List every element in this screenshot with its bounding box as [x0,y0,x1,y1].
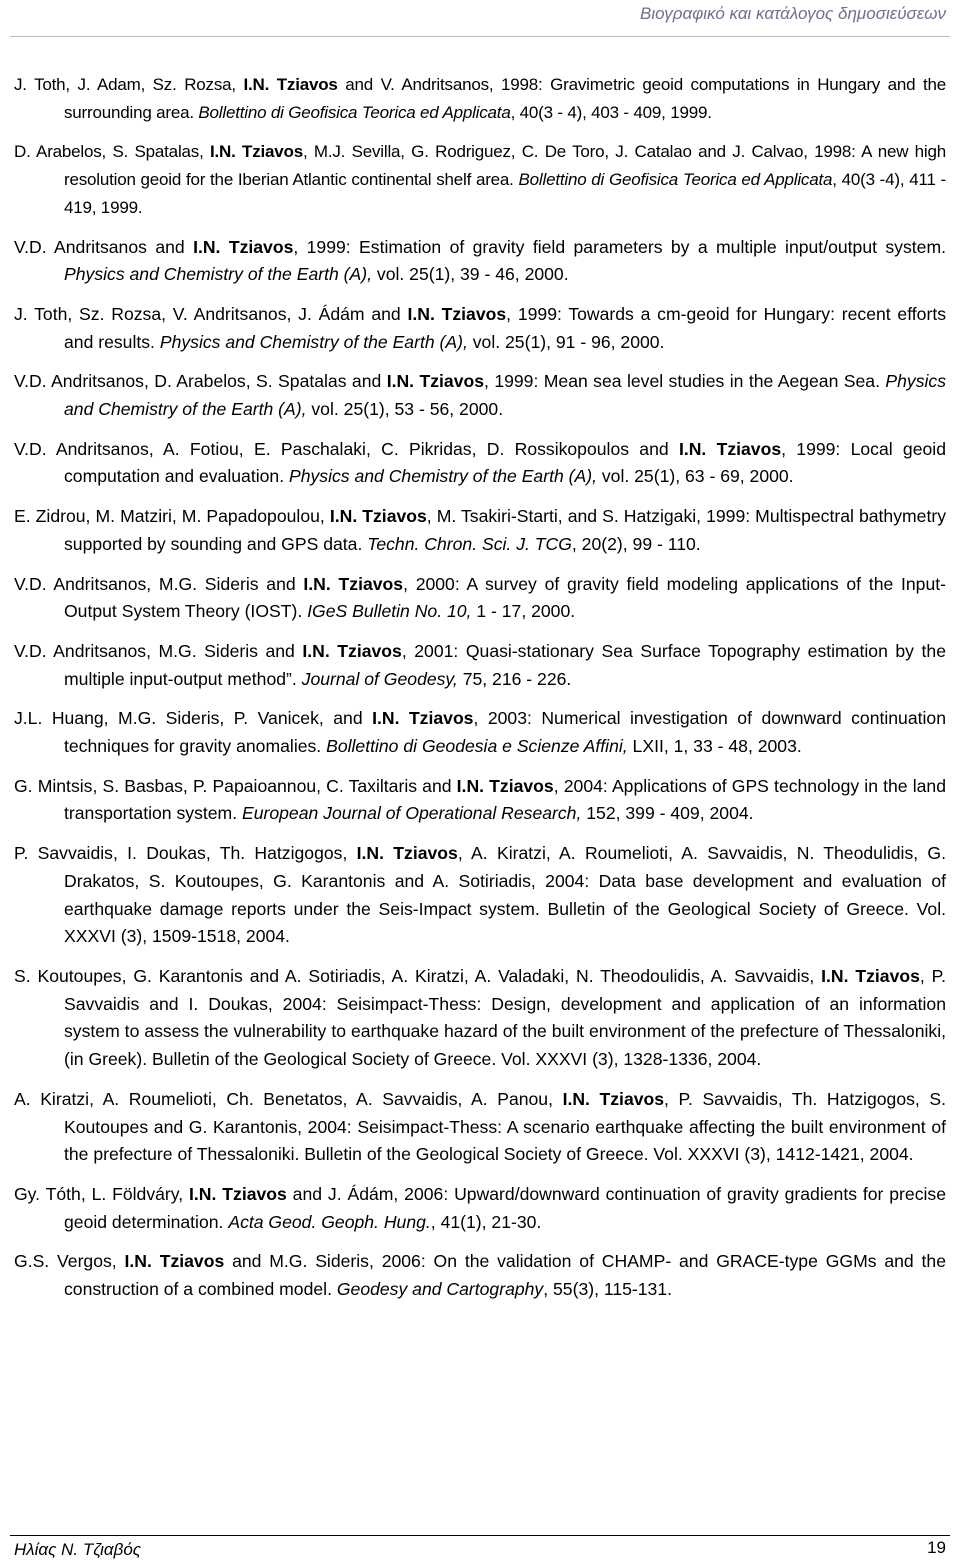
journal-title: Techn. Chron. Sci. J. TCG [367,533,572,554]
reference-entry [14,368,946,423]
journal-title: Journal of Geodesy, [301,668,458,689]
reference-text: , 20(2), 99 - 110. [571,533,701,554]
reference-text: A. Kiratzi, A. Roumelioti, Ch. Benetatos, A. Savvaidis, A. Panou, [14,1088,563,1109]
reference-text: and V. Andritsanos, 1998: Gravimetric geoid computations in Hungary and the surrounding area. [64,75,947,122]
author-highlight: I.N. Tziavos [302,640,402,661]
reference-entry [14,503,946,558]
reference-text: 152, 399 - 409, 2004. [581,803,754,824]
reference-text: G. Mintsis, S. Basbas, P. Papaioannou, C. Taxiltaris and [14,775,457,796]
reference-text: , A. Kiratzi, A. Roumelioti, A. Savvaidis, N. Theodulidis, G. Drakatos, S. Koutoupes, G. Karantonis and A. Sotiriadis, 2004: Data base development and evaluation of earthquake damage reports under the Seis-Impact system. Bulletin of the Geological Society of Greece. Vol. XXXVI (3), 1509-1518, 2004. [64,843,947,947]
author-highlight: I.N. Tziavos [189,1183,287,1204]
journal-title: European Journal of Operational Research, [241,803,582,824]
journal-title: Physics and Chemistry of the Earth (A), [64,264,373,285]
author-highlight: I.N. Tziavos [407,303,507,324]
reference-text: 1 - 17, 2000. [471,601,576,622]
author-highlight: I.N. Tziavos [243,75,338,94]
author-highlight: I.N. Tziavos [678,438,782,459]
reference-text: , 55(3), 115-131. [543,1279,673,1300]
reference-entry [14,1086,946,1169]
reference-text: , P. Savvaidis, Th. Hatzigogos, S. Koutoupes and G. Karantonis, 2004: Seisimpact-Thess: A scenario earthquake affecting the built environment of the prefecture of Thessaloniki. Bulletin of the Geological Society of Greece. Vol. XXXVI (3), 1412-1421, 2004. [64,1088,946,1165]
reference-text: vol. 25(1), 63 - 69, 2000. [596,466,794,487]
reference-text: , 2003: Numerical investigation of downward continuation techniques for gravity anomalies. [64,708,946,757]
reference-text: LXII, 1, 33 - 48, 2003. [627,736,802,757]
reference-text: vol. 25(1), 39 - 46, 2000. [372,264,569,285]
journal-title: Physics and Chemistry of the Earth (A), [288,466,597,487]
journal-title: Bollettino di Geofisica Teorica ed Applicata [518,170,833,190]
reference-text: V.D. Andritsanos, M.G. Sideris and [14,640,303,661]
author-highlight: I.N. Tziavos [329,506,427,527]
reference-entry [14,234,946,289]
reference-text: S. Koutoupes, G. Karantonis and A. Sotiriadis, A. Kiratzi, A. Valadaki, N. Theodoulidis, A. Savvaidis, [14,965,822,986]
reference-entry [14,436,946,491]
reference-list [14,71,946,1316]
reference-text: D. Arabelos, S. Spatalas, [14,142,210,162]
reference-entry [14,138,946,221]
reference-entry [14,963,946,1074]
reference-entry [14,1248,946,1303]
reference-entry [14,705,946,760]
reference-entry [14,773,946,828]
reference-text: Gy. Tóth, L. Földváry, [14,1183,190,1204]
author-highlight: I.N. Tziavos [456,775,554,796]
journal-title: Bollettino di Geodesia e Scienze Affini, [326,736,628,757]
reference-entry [14,71,946,126]
author-highlight: I.N. Tziavos [209,142,303,162]
reference-text: , 40(3 - 4), 403 - 409, 1999. [510,102,712,122]
reference-text: P. Savvaidis, I. Doukas, Th. Hatzigogos, [14,843,357,864]
running-header: Βιογραφικό και κατάλογος δημοσιεύσεων [640,4,946,23]
journal-title: Physics and Chemistry of the Earth (A), [159,331,468,352]
page-number: 19 [927,1538,946,1557]
reference-text: and J. Ádám, 2006: Upward/downward continuation of gravity gradients for precise geoid determination. [64,1183,946,1232]
author-highlight: I.N. Tziavos [821,965,920,986]
reference-text: , 1999: Towards a cm-geoid for Hungary: recent efforts and results. [64,303,947,352]
header-divider [10,36,950,37]
reference-text: J.L. Huang, M.G. Sideris, P. Vanicek, and [14,708,373,729]
reference-text: , 2004: Applications of GPS technology in the land transportation system. [64,775,946,824]
reference-text: , M. Tsakiri-Starti, and S. Hatzigaki, 1999: Multispectral bathymetry supported by sounding and GPS data. [64,506,946,554]
reference-text: V.D. Andritsanos, M.G. Sideris and [14,573,304,594]
reference-text: V.D. Andritsanos, A. Fotiou, E. Paschalaki, C. Pikridas, D. Rossikopoulos and [14,438,679,459]
reference-text: , 1999: Estimation of gravity field parameters by a multiple input/output system. [293,236,946,257]
reference-text: , P. Savvaidis and I. Doukas, 2004: Seisimpact-Thess: Design, development and application of an information system to assess the vulnerability to earthquake hazard of the built environment of the prefecture of Thessaloniki, (in Greek). Bulletin of the Geological Society of Greece. Vol. XXXVI (3), 1328-1336, 2004. [64,965,946,1070]
author-highlight: I.N. Tziavos [303,573,404,594]
reference-entry [14,638,946,693]
journal-title: Bollettino di Geofisica Teorica ed Applicata [198,102,511,122]
reference-text: vol. 25(1), 91 - 96, 2000. [467,331,665,352]
reference-text: , 41(1), 21-30. [430,1211,542,1232]
reference-text: J. Toth, J. Adam, Sz. Rozsa, [14,75,244,94]
journal-title: Geodesy and Cartography [336,1279,544,1300]
reference-text: 75, 216 - 226. [457,668,572,689]
reference-text: E. Zidrou, M. Matziri, M. Papadopoulou, [14,506,330,527]
author-highlight: I.N. Tziavos [372,708,474,729]
journal-title: Physics and Chemistry of the Earth (A), [64,371,947,420]
reference-text: J. Toth, Sz. Rozsa, V. Andritsanos, J. Ádám and [14,303,408,324]
reference-text: , 40(3 -4), 411 - 419, 1999. [64,170,946,217]
reference-text: and M.G. Sideris, 2006: On the validation of CHAMP- and GRACE-type GGMs and the construction of a combined model. [64,1251,946,1300]
reference-text: , M.J. Sevilla, G. Rodriguez, C. De Toro, J. Catalao and J. Calvao, 1998: A new high resolution geoid for the Iberian Atlantic continental shelf area. [64,142,947,190]
reference-text: , 2000: A survey of gravity field modeling applications of the Input-Output System Theory (IOST). [64,573,946,622]
reference-entry [14,840,946,951]
reference-text: , 1999: Mean sea level studies in the Aegean Sea. [484,371,886,392]
reference-entry [14,571,946,626]
journal-title: Acta Geod. Geoph. Hung. [228,1211,431,1232]
author-highlight: I.N. Tziavos [193,236,294,257]
author-highlight: I.N. Tziavos [562,1088,665,1109]
reference-entry [14,301,946,356]
footer-divider [10,1535,950,1536]
footer-author: Ηλίας Ν. Τζιαβός [14,1540,142,1559]
author-highlight: I.N. Tziavos [356,843,458,864]
reference-text: vol. 25(1), 53 - 56, 2000. [306,399,504,420]
author-highlight: I.N. Tziavos [124,1251,225,1272]
reference-text: G.S. Vergos, [14,1251,125,1272]
author-highlight: I.N. Tziavos [386,371,485,392]
reference-text: V.D. Andritsanos, D. Arabelos, S. Spatalas and [14,371,387,392]
reference-text: , 2001: Quasi-stationary Sea Surface Topography estimation by the multiple input-output method”. [64,640,946,689]
journal-title: IGeS Bulletin No. 10, [307,601,472,622]
reference-text: , 1999: Local geoid computation and evaluation. [64,438,946,487]
reference-text: V.D. Andritsanos and [14,236,194,257]
reference-entry [14,1181,946,1236]
